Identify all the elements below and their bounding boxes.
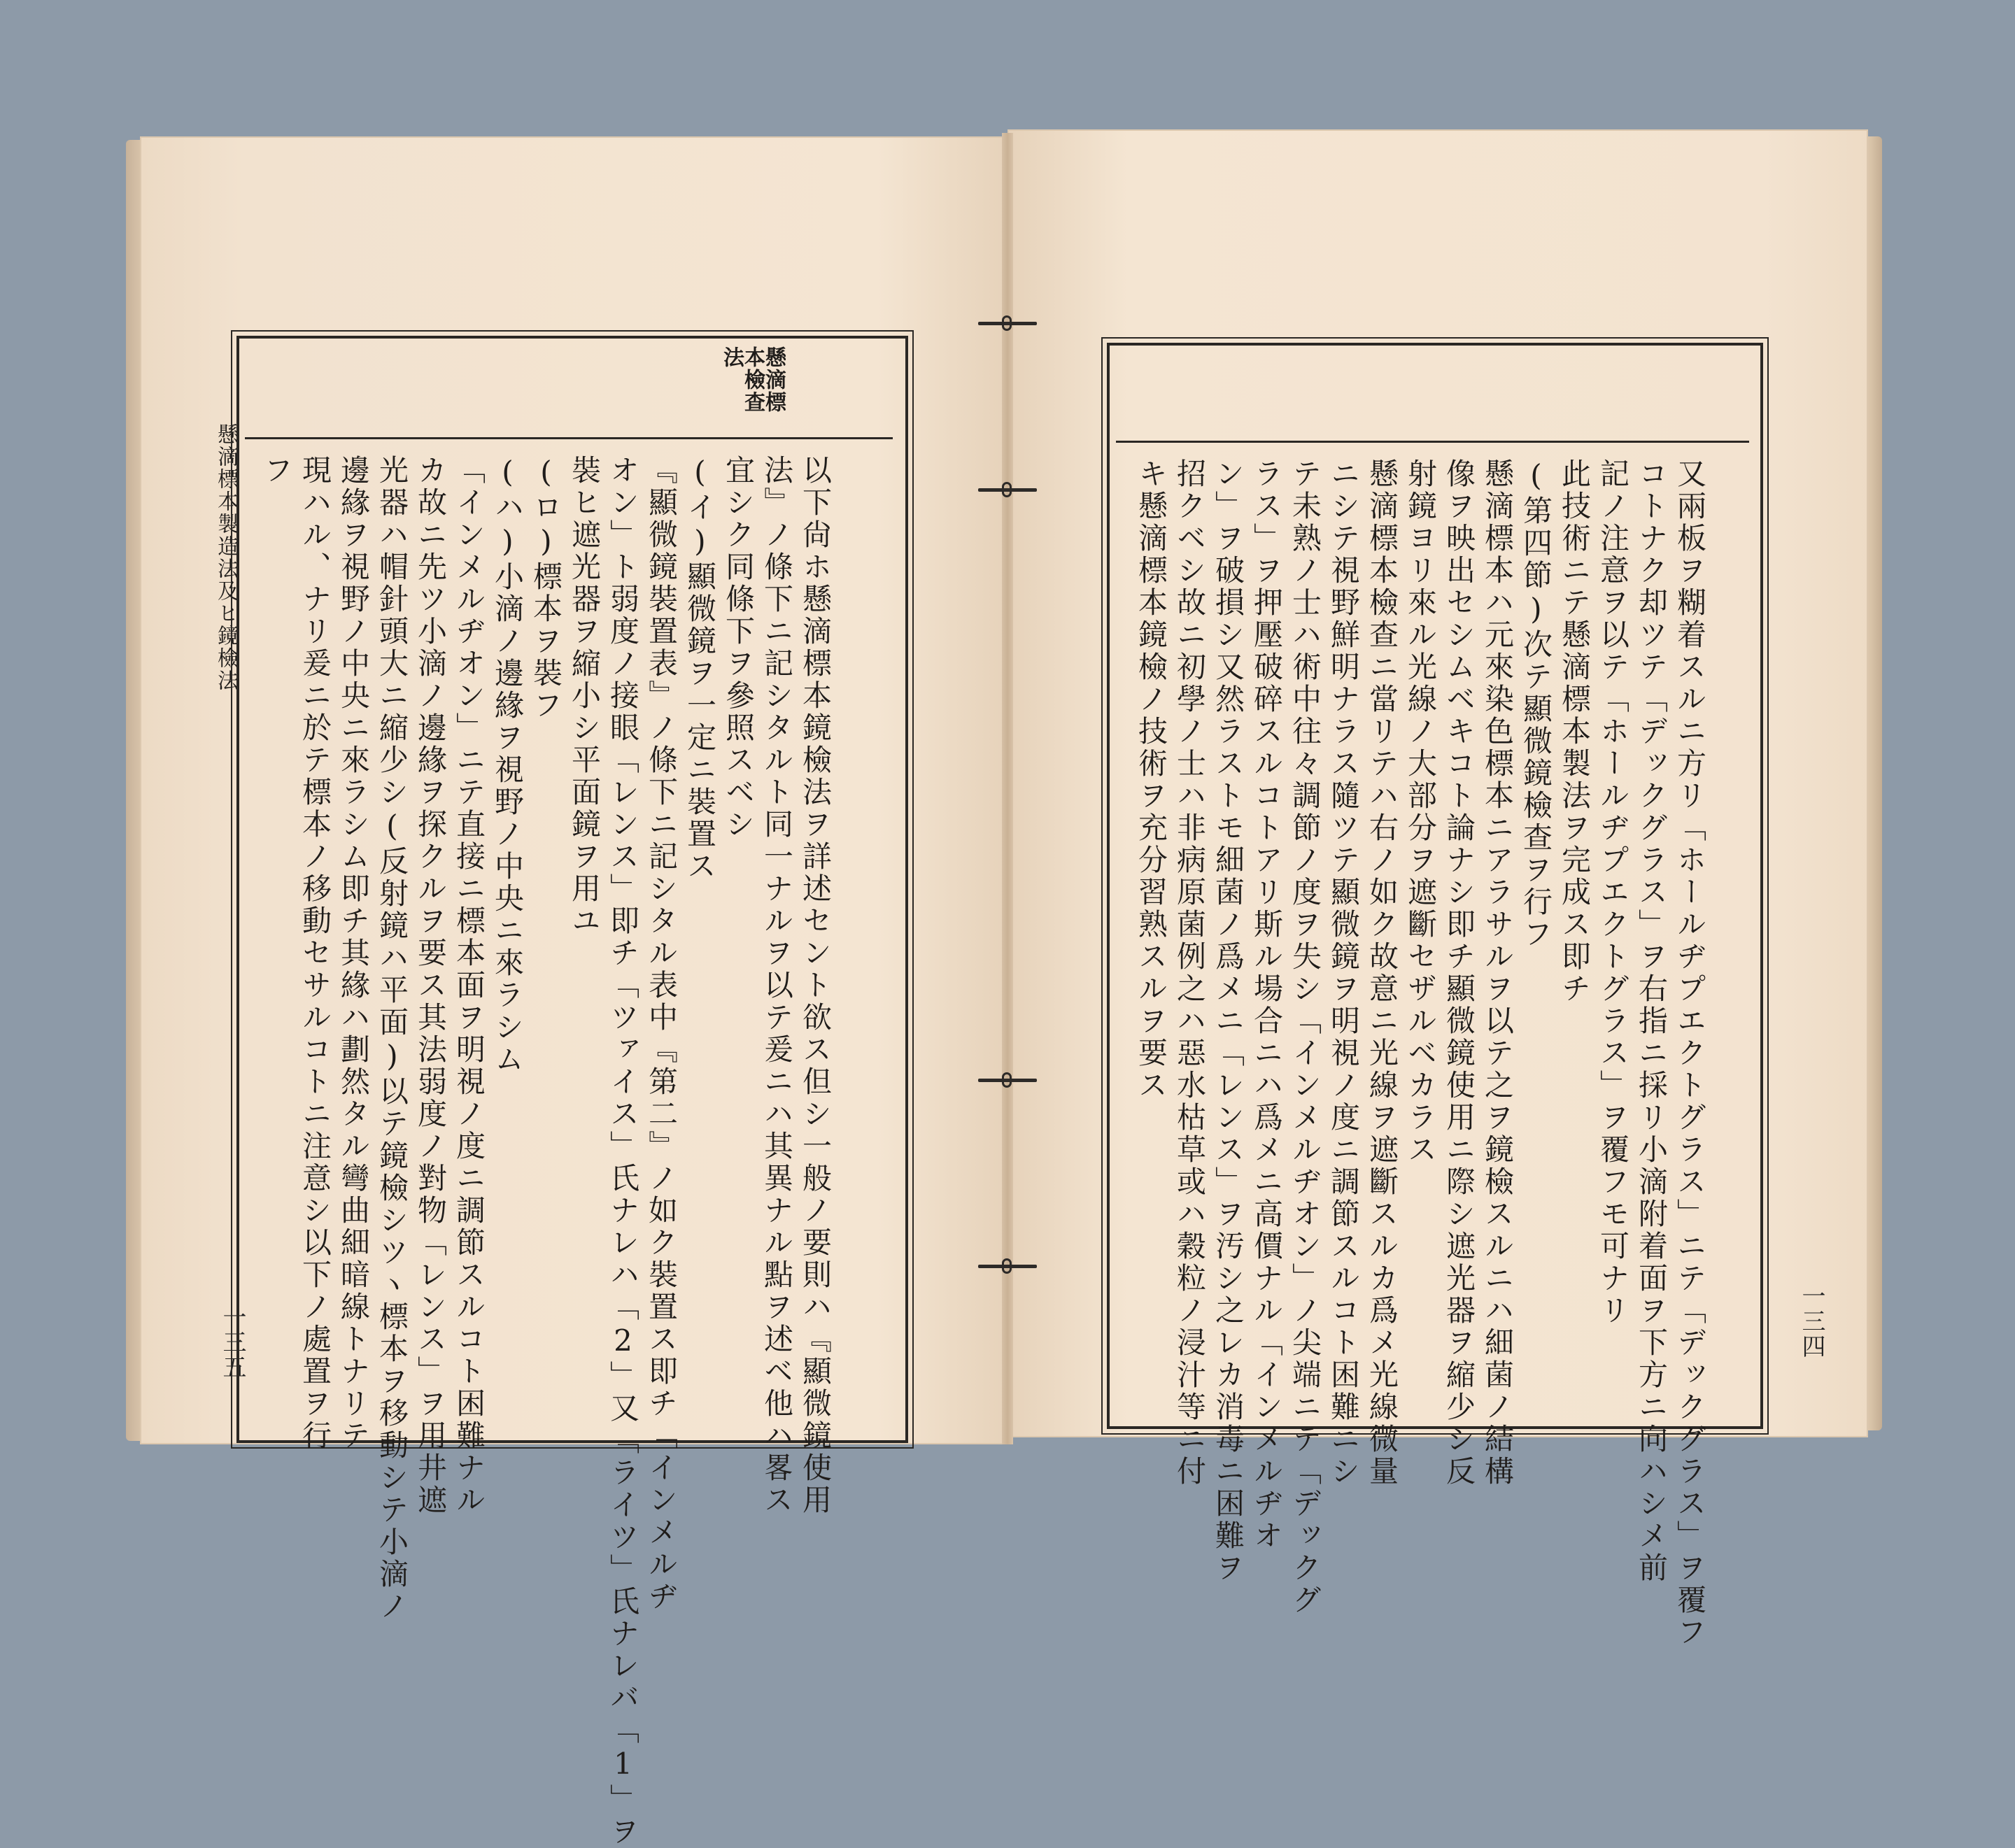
text-column: 『顯微鏡裝置表』ノ條下ニ記シタル表中『第二』ノ如ク裝置ス即チ「インメルヂ <box>644 455 679 1613</box>
running-head: 懸滴標本製造法及ヒ鏡檢法 <box>213 423 238 692</box>
binding-stitch <box>978 322 1037 325</box>
text-column: コトナク却ツテ「デックグラス」ヲ右指ニ採リ小滴附着面ヲ下方ニ向ハシメ前 <box>1634 458 1669 1584</box>
text-column: (第四節)次テ顯微鏡檢查ヲ行フ <box>1519 458 1553 951</box>
text-column: 法』ノ條下ニ記シタルト同一ナルヲ以テ爰ニハ其異ナル點ヲ述ベ他ハ畧ス <box>760 455 794 1516</box>
left-page <box>140 136 1008 1848</box>
text-column: 又兩板ヲ糊着スルニ方リ「ホールヂプエクトグラス」ニテ「デックグラス」ヲ覆フ <box>1673 458 1707 1649</box>
text-column: 記ノ注意ヲ以テ「ホールヂプエクトグラス」ヲ覆フモ可ナリ <box>1596 458 1630 1327</box>
text-column: 「インメルヂオン」ニテ直接ニ標本面ヲ明視ノ度ニ調節スルコト困難ナル <box>452 455 486 1516</box>
text-column: 現ハル、ナリ爰ニ於テ標本ノ移動セサルコトニ注意シ以下ノ處置ヲ行 <box>298 455 332 1452</box>
binding-stitch <box>978 1265 1037 1268</box>
binding-stitch <box>978 1079 1037 1082</box>
page-number: 一三五 <box>218 1305 246 1380</box>
body-text <box>1133 458 1711 1649</box>
binding-stitch <box>978 488 1037 492</box>
text-column: 宜シク同條下ヲ參照スベシ <box>721 455 756 841</box>
text-column: オン」ト弱度ノ接眼「レンス」即チ「ツァイス」氏ナレハ「2」又「ライツ」氏ナレバ「1」ヲ <box>606 455 640 1848</box>
text-column: 像ヲ映出セシムベキコト論ナシ即チ顯微鏡使用ニ際シ遮光器ヲ縮少シ反 <box>1442 458 1476 1488</box>
text-column: 裝ヒ遮光器ヲ縮小シ平面鏡ヲ用ユ <box>567 455 602 937</box>
text-column: 邊緣ヲ視野ノ中央ニ來ラシム即チ其緣ハ劃然タル彎曲細暗線トナリテ <box>337 455 371 1452</box>
text-column: (イ)顯微鏡ヲ一定ニ裝置ス <box>683 455 717 883</box>
text-column: 招クベシ故ニ初學ノ士ハ非病原菌例之ハ惡水枯草或ハ穀粒ノ浸汁等ニ付 <box>1173 458 1207 1488</box>
text-column: 懸滴標本ハ元來染色標本ニアラサルヲ以テ之ヲ鏡檢スルニハ細菌ノ結構 <box>1480 458 1515 1488</box>
section-heading: 懸滴標本檢查法 <box>719 346 786 413</box>
header-rule <box>1116 441 1749 443</box>
page-number: 一三四 <box>1797 1284 1825 1359</box>
text-column: 懸滴標本檢查ニ當リテハ右ノ如ク故意ニ光線ヲ遮斷スルカ爲メ光線微量 <box>1365 458 1399 1488</box>
text-column: カ故ニ先ツ小滴ノ邊緣ヲ探クルヲ要ス其法弱度ノ對物「レンス」ヲ用井遮 <box>413 455 448 1516</box>
text-column: フ <box>260 455 294 487</box>
text-column: ニシテ視野鮮明ナラス隨ツテ顯微鏡ヲ明視ノ度ニ調節スルコト困難ニシ <box>1327 458 1361 1488</box>
text-column: テ未熟ノ士ハ術中往々調節ノ度ヲ失シ「インメルヂオン」ノ尖端ニテ「デックグ <box>1288 458 1322 1616</box>
text-column: (ハ)小滴ノ邊緣ヲ視野ノ中央ニ來ラシム <box>490 455 525 1076</box>
text-column: キ懸滴標本鏡檢ノ技術ヲ充分習熟スルヲ要ス <box>1134 458 1168 1102</box>
text-column: 以下尙ホ懸滴標本鏡檢法ヲ詳述セント欲ス但シ一般ノ要則ハ『顯微鏡使用 <box>798 455 833 1516</box>
text-column: ン」ヲ破損シ又然ラストモ細菌ノ爲メニ「レンス」ヲ汚シ之レカ消毒ニ困難ヲ <box>1211 458 1245 1584</box>
body-text <box>259 455 836 1848</box>
text-column: 射鏡ヨリ來ル光線ノ大部分ヲ遮斷セザルベカラス <box>1404 458 1438 1166</box>
right-page <box>1008 129 1868 1649</box>
text-column: 此技術ニテ懸滴標本製法ヲ完成ス即チ <box>1557 458 1592 1005</box>
text-column: ラス」ヲ押壓破碎スルコトアリ斯ル場合ニハ爲メニ高價ナル「インメルヂオ <box>1250 458 1284 1552</box>
text-column: (ロ)標本ヲ裝フ <box>529 455 563 722</box>
text-column: 光器ハ帽針頭大ニ縮少シ(反射鏡ハ平面)以テ鏡檢シツヽ標本ヲ移動シテ小滴ノ <box>375 455 409 1623</box>
header-rule <box>245 437 893 439</box>
